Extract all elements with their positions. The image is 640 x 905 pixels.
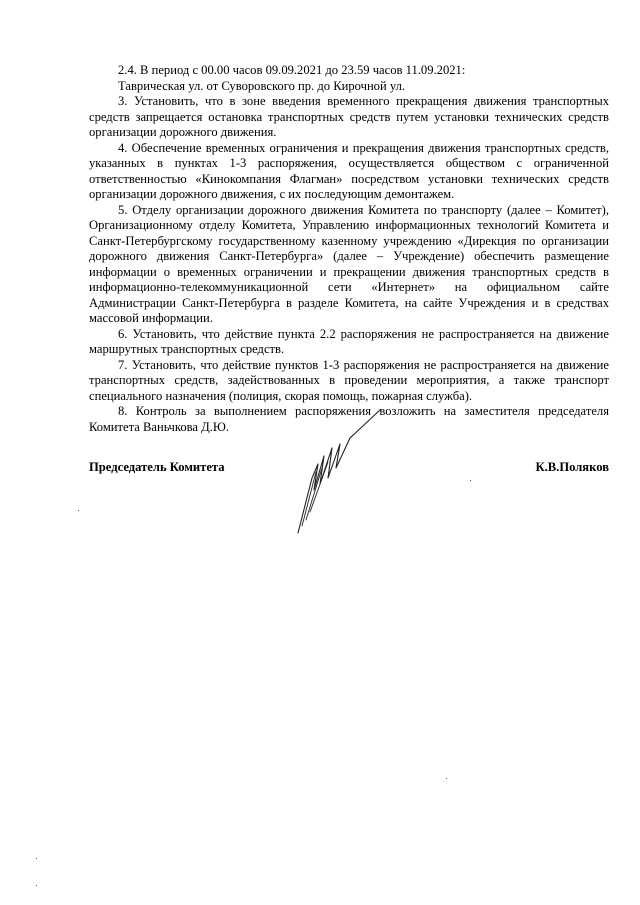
paragraph-8: 8. Контроль за выполнением распоряжения возложить на заместителя председателя Комитета Ваньчкова Д.Ю. bbox=[89, 404, 609, 434]
paragraph-4: 4. Обеспечение временных ограничения и прекращения движения транспортных средств, указанных в пунктах 1-3 распоряжения, осуществляется обществом с ограниченной ответственностью «Кинокомпания Флагман» посредством установки технических средств организации дорожного движения, с их последующим демонтажем. bbox=[89, 140, 609, 201]
signer-name: К.В.Поляков bbox=[535, 460, 609, 474]
paragraph-line: Таврическая ул. от Суворовского пр. до Кирочной ул. bbox=[118, 78, 406, 93]
paragraph-line: 2.4. В период с 00.00 часов 09.09.2021 до 23.59 часов 11.09.2021: bbox=[118, 63, 466, 77]
paragraph-6: 6. Установить, что действие пункта 2.2 распоряжения не распространяется на движение маршрутных транспортных средств. bbox=[89, 326, 609, 356]
paragraph-7: 7. Установить, что действие пунктов 1-3 распоряжения не распространяется на движение транспортных средств, задействованных в проведении мероприятия, а также транспорт специального назначения (полиция, скорая помощь, пожарная служба). bbox=[89, 357, 609, 403]
scan-speck bbox=[470, 480, 471, 481]
scan-speck bbox=[36, 885, 37, 886]
scan-speck bbox=[78, 510, 79, 511]
handwritten-signature bbox=[280, 408, 390, 538]
scan-speck bbox=[36, 858, 37, 859]
paragraph-2-4 bbox=[89, 63, 609, 94]
scan-speck bbox=[446, 778, 447, 779]
paragraph-5: 5. Отделу организации дорожного движения Комитета по транспорту (далее – Комитет), Организационному отделу Комитета, Управлению информационных технологий Комитета и Санкт-Петербургскому государственному казенному учреждению «Дирекция по организации дорожного движения Санкт-Петербурга» (далее – Учреждение) обеспечить размещение информации о временных ограничении и прекращении движения транспортных средств в информационно-телекоммуникационной сети «Интернет» на официальном сайте Администрации Санкт-Петербурга в разделе Комитета, на сайте Учреждения и в средствах массовой информации. bbox=[89, 202, 609, 325]
document-body bbox=[89, 63, 609, 435]
position-title: Председатель Комитета bbox=[89, 460, 225, 474]
paragraph-3: 3. Установить, что в зоне введения временного прекращения движения транспортных средств запрещается остановка транспортных средств путем установки технических средств организации дорожного движения. bbox=[89, 94, 609, 139]
